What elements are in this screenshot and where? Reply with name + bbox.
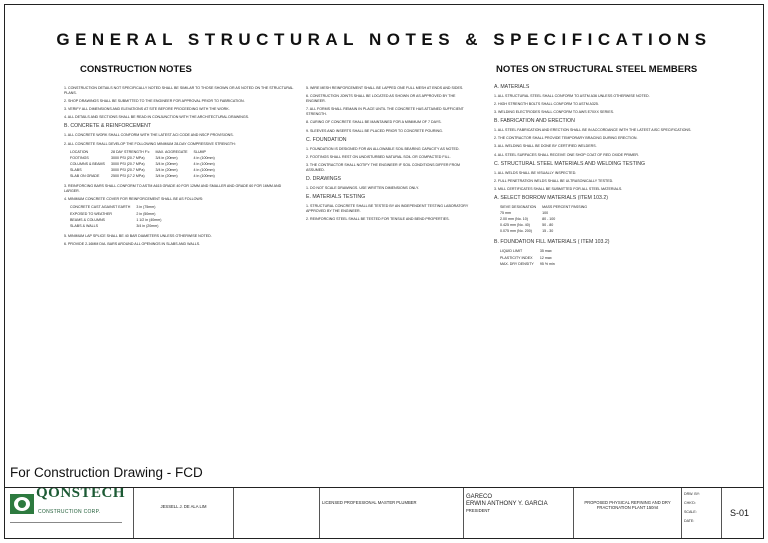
license-cell <box>320 488 464 538</box>
company-logo-cell <box>4 488 134 538</box>
for-construction-label: For Construction Drawing - FCD <box>10 465 203 480</box>
table-cell: MASS PERCENT PASSING <box>542 204 588 209</box>
checked-label: CHK'D: <box>684 501 696 505</box>
note-item: 5. MINIMUM LAP SPLICE SHALL BE 40 BAR DIAMETERS UNLESS OTHERWISE NOTED. <box>64 233 212 238</box>
concrete-heading: B. CONCRETE & REINFORCEMENT <box>64 123 152 130</box>
note-item: 2. SHOP DRAWINGS SHALL BE SUBMITTED TO THE ENGINEER FOR APPROVAL PRIOR TO FABRICATION. <box>64 99 245 104</box>
note-item: 3. REINFORCING BARS SHALL CONFORM TO ASTM A615 GRADE 40 FOR 12MM AND SMALLER AND GRADE 60 FOR 16MM AND LARGER. <box>64 184 282 194</box>
table-cell: SLAB ON GRADE <box>70 174 100 179</box>
table-cell: FOOTINGS <box>70 155 89 160</box>
materials-testing-heading: E. MATERIALS TESTING <box>306 194 366 201</box>
revision-cell <box>682 488 722 538</box>
note-item: 2. FOOTINGS SHALL REST ON UNDISTURBED NATURAL SOIL OR COMPACTED FILL. <box>306 154 451 159</box>
project-cell <box>574 488 682 538</box>
table-cell: 2 in (50mm) <box>136 211 156 216</box>
table-cell: 35 max <box>539 249 552 254</box>
table-header: 28 DAY STRENGTH F'c <box>110 149 150 154</box>
note-item: 3. ALL WELDING SHALL BE DONE BY CERTIFIED WELDERS. <box>494 144 597 149</box>
construction-notes-heading: CONSTRUCTION NOTES <box>80 64 192 75</box>
logo-divider <box>10 522 122 523</box>
table-cell: 50 - 80 <box>542 223 554 228</box>
construction-notes-column <box>64 86 294 456</box>
license-text: LICENSED PROFESSIONAL MASTER PLUMBER <box>322 500 417 505</box>
note-item: 3. WELDING ELECTRODES SHALL CONFORM TO AWS E70XX SERIES. <box>494 110 615 115</box>
table-cell: SLABS & WALLS <box>70 223 99 228</box>
note-item: 4. ALL STEEL SURFACES SHALL RECEIVE ONE SHOP COAT OF RED OXIDE PRIMER. <box>494 152 639 157</box>
note-item: 2. REINFORCING STEEL SHALL BE TESTED FOR TENSILE AND BEND PROPERTIES. <box>306 217 450 222</box>
company-subtitle: CONSTRUCTION CORP. <box>38 509 101 515</box>
note-item: 1. ALL WELDS SHALL BE VISUALLY INSPECTED. <box>494 170 577 175</box>
drawn-by-label: DRW. BY: <box>684 492 700 496</box>
page-title: GENERAL STRUCTURAL NOTES & SPECIFICATIONS <box>56 30 712 49</box>
table-cell: 95 % min <box>539 261 555 266</box>
engineer-name: ERWIN ANTHONY Y. GARCIA <box>466 501 548 507</box>
construction-notes-column-2 <box>306 86 474 456</box>
steel-notes-column <box>494 82 724 457</box>
table-cell: COLUMNS & BEAMS <box>70 161 105 166</box>
note-item: 1. ALL CONCRETE WORK SHALL CONFORM WITH THE LATEST ACI CODE AND NSCP PROVISIONS. <box>64 133 234 138</box>
note-item: 7. ALL FORMS SHALL REMAIN IN PLACE UNTIL THE CONCRETE HAS ATTAINED SUFFICIENT STRENGTH. <box>306 107 464 117</box>
table-cell: 2500 PSI (17.2 MPa) <box>110 174 145 179</box>
table-cell: 3/4 in (20mm) <box>155 155 178 160</box>
logo-dot <box>18 500 26 508</box>
steel-notes-heading: NOTES ON STRUCTURAL STEEL MEMBERS <box>496 64 698 75</box>
table-cell: 12 max <box>539 255 552 260</box>
table-row <box>70 224 167 230</box>
note-item: 3. THE CONTRACTOR SHALL NOTIFY THE ENGINEER IF SOIL CONDITIONS DIFFER FROM ASSUMED. <box>306 162 461 172</box>
table-cell: 0.075 mm (No. 200) <box>500 229 532 234</box>
date-label: DATE: <box>684 519 695 523</box>
borrow-heading: A. SELECT BORROW MATERIALS (ITEM 103.2) <box>494 194 608 201</box>
table-cell: 1 1/2 in (40mm) <box>136 217 162 222</box>
note-item: 3. MILL CERTIFICATES SHALL BE SUBMITTED FOR ALL STEEL MATERIALS. <box>494 186 623 191</box>
scale-label: SCALE: <box>684 510 697 514</box>
note-item: 9. SLEEVES AND INSERTS SHALL BE PLACED PRIOR TO CONCRETE POURING. <box>306 128 443 133</box>
table-cell: 3/4 in (20mm) <box>155 161 178 166</box>
note-item: 1. STRUCTURAL CONCRETE SHALL BE TESTED BY AN INDEPENDENT TESTING LABORATORY APPROVED BY THE ENGINEER. <box>306 204 469 214</box>
table-cell: BEAMS & COLUMNS <box>70 217 105 222</box>
table-cell: PLASTICITY INDEX <box>500 255 533 260</box>
note-item: 2. THE CONTRACTOR SHALL PROVIDE TEMPORARY BRACING DURING ERECTION. <box>494 136 638 141</box>
table-cell: 3 in (75mm) <box>136 205 156 210</box>
table-cell: 3000 PSI (20.7 MPa) <box>110 155 145 160</box>
table-cell: SLABS <box>70 167 82 172</box>
table-cell: SIEVE DESIGNATION <box>500 204 537 209</box>
table-cell: CONCRETE CAST AGAINST EARTH <box>70 205 131 210</box>
table-cell: 4 in (100mm) <box>193 167 215 172</box>
fill-table <box>500 249 561 267</box>
table-cell: 0.425 mm (No. 40) <box>500 223 530 228</box>
note-item: 2. FULL PENETRATION WELDS SHALL BE ULTRASONICALLY TESTED. <box>494 178 614 183</box>
table-cell: 3/4 in (20mm) <box>155 174 178 179</box>
table-cell: LIQUID LIMIT <box>500 249 523 254</box>
owner-name: GARECO <box>466 494 493 500</box>
table-cell: 4 in (100mm) <box>193 174 215 179</box>
note-item: 2. HIGH STRENGTH BOLTS SHALL CONFORM TO ASTM A325. <box>494 102 599 107</box>
table-row <box>500 262 561 268</box>
note-item: 1. ALL STRUCTURAL STEEL SHALL CONFORM TO ASTM A36 UNLESS OTHERWISE NOTED. <box>494 94 650 98</box>
designer-name: JESSELL J. DE ALA LIM <box>160 504 207 509</box>
sheet-number: S-01 <box>730 508 750 518</box>
note-item: 6. CONSTRUCTION JOINTS SHALL BE LOCATED AS SHOWN OR AS APPROVED BY THE ENGINEER. <box>306 94 456 104</box>
cover-table <box>70 205 167 229</box>
table-header: LOCATION <box>70 149 89 154</box>
table-cell: 75 mm <box>500 211 511 216</box>
company-name: QONSTECH <box>36 488 126 501</box>
note-item: 1. DO NOT SCALE DRAWINGS. USE WRITTEN DIMENSIONS ONLY. <box>306 186 419 191</box>
fill-heading: B. FOUNDATION FILL MATERIALS ( ITEM 103.2) <box>494 239 610 246</box>
owner-cell <box>464 488 574 538</box>
steel-testing-heading: C. STRUCTURAL STEEL MATERIALS AND WELDING TESTING <box>494 160 646 167</box>
note-item: 6. PROVIDE 2-16MM DIA. BARS AROUND ALL OPENINGS IN SLABS AND WALLS. <box>64 241 201 246</box>
table-cell: 4 in (100mm) <box>193 161 215 166</box>
table-cell: MAX. DRY DENSITY <box>500 261 534 266</box>
table-header: SLUMP <box>193 149 206 154</box>
note-item: 8. CURING OF CONCRETE SHALL BE MAINTAINED FOR A MINIMUM OF 7 DAYS. <box>306 120 442 125</box>
designer-cell <box>134 488 234 538</box>
note-item: 4. MINIMUM CONCRETE COVER FOR REINFORCEMENT SHALL BE AS FOLLOWS: <box>64 197 204 202</box>
foundation-heading: C. FOUNDATION <box>306 136 347 143</box>
table-row <box>500 229 593 235</box>
table-cell: 3/4 in (20mm) <box>155 167 178 172</box>
table-cell: 100 <box>542 211 549 216</box>
table-cell: EXPOSED TO WEATHER <box>70 211 112 216</box>
table-header: MAX. AGGREGATE <box>155 149 188 154</box>
project-title: PROPOSED PHYSICAL REFINING AND DRY FRACTIONATION PLANT 150mt <box>584 500 671 510</box>
table-cell: 15 - 30 <box>542 229 554 234</box>
table-cell: 3000 PSI (20.7 MPa) <box>110 167 145 172</box>
borrow-table <box>500 205 593 235</box>
table-cell: 2.00 mm (No. 10) <box>500 217 528 222</box>
note-item: 3. VERIFY ALL DIMENSIONS AND ELEVATIONS AT SITE BEFORE PROCEEDING WITH THE WORK. <box>64 107 230 112</box>
table-row <box>70 174 221 180</box>
materials-heading: A. MATERIALS <box>494 84 530 90</box>
table-cell: 4 in (100mm) <box>193 155 215 160</box>
note-item: 1. ALL STEEL FABRICATION AND ERECTION SHALL BE IN ACCORDANCE WITH THE LATEST AISC SPECIFICATIONS. <box>494 128 692 133</box>
drawings-heading: D. DRAWINGS <box>306 176 341 183</box>
note-item: 4. ALL DETAILS AND SECTIONS SHALL BE READ IN CONJUNCTION WITH THE ARCHITECTURAL DRAWINGS. <box>64 115 250 120</box>
fabrication-heading: B. FABRICATION AND ERECTION <box>494 118 575 125</box>
concrete-strength-table <box>70 150 221 180</box>
note-item: 5. WIRE MESH REINFORCEMENT SHALL BE LAPPED ONE FULL MESH AT ENDS AND SIDES. <box>306 86 464 90</box>
note-item: 1. FOUNDATION IS DESIGNED FOR AN ALLOWABLE SOIL BEARING CAPACITY AS NOTED. <box>306 146 460 151</box>
note-item: 1. CONSTRUCTION DETAILS NOT SPECIFICALLY NOTED SHALL BE SIMILAR TO THOSE SHOWN OR AS NOTED ON THE STRUCTURAL PLANS. <box>64 86 294 96</box>
table-cell: 3000 PSI (20.7 MPa) <box>110 161 145 166</box>
notes-cell <box>234 488 320 538</box>
table-cell: 80 - 100 <box>542 217 556 222</box>
title-block <box>4 487 764 539</box>
note-item: 2. ALL CONCRETE SHALL DEVELOP THE FOLLOWING MINIMUM 28-DAY COMPRESSIVE STRENGTH: <box>64 141 236 146</box>
engineer-title: PRESIDENT <box>466 508 490 513</box>
table-cell: 3/4 in (20mm) <box>136 223 159 228</box>
